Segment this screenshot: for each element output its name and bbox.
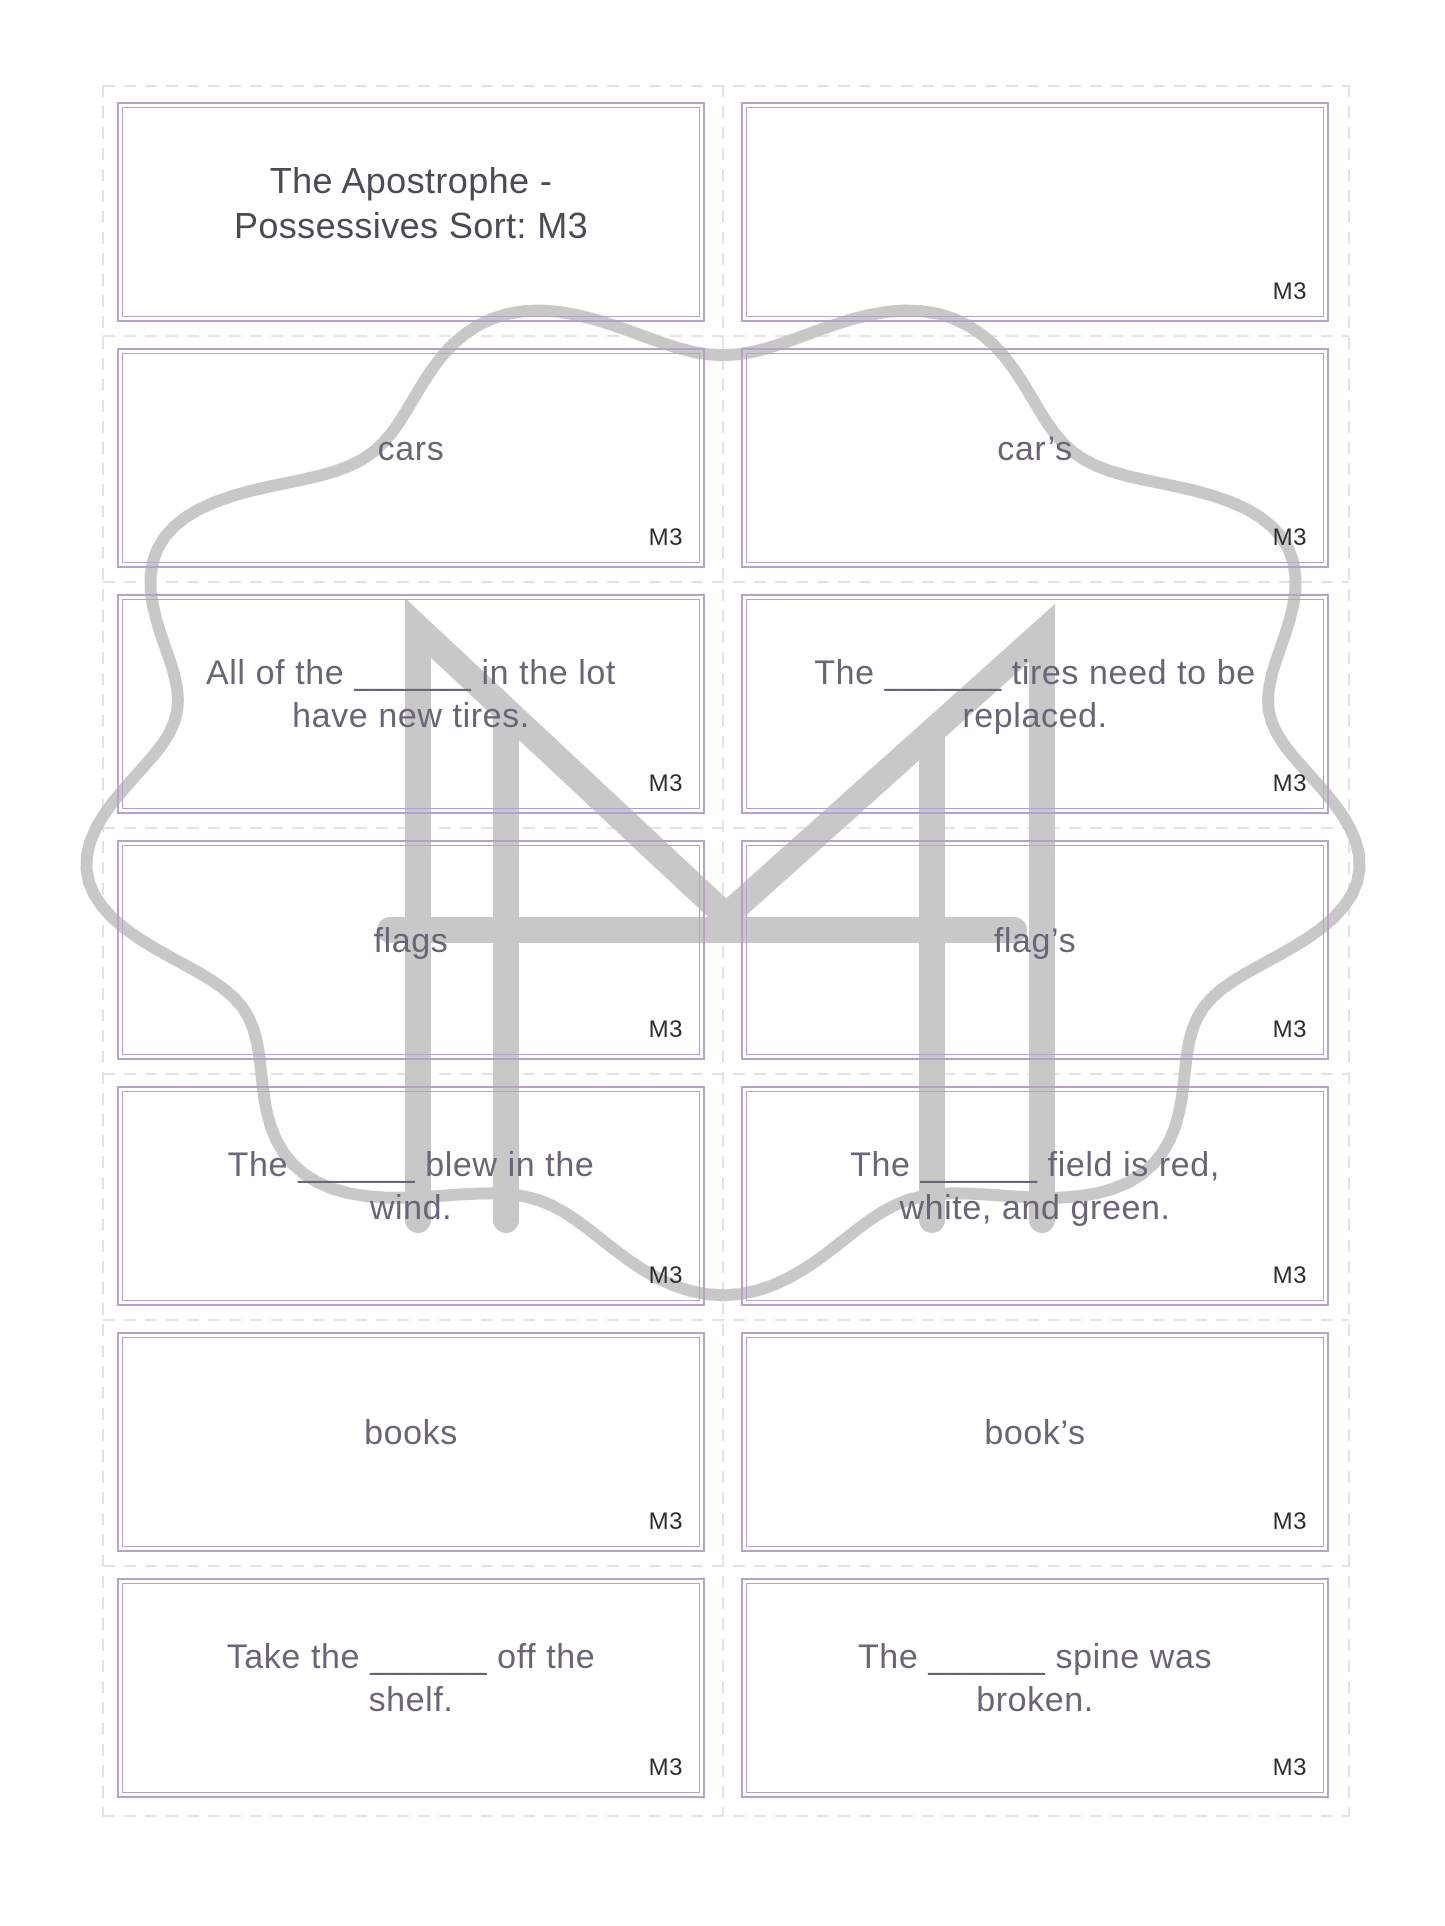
cut-line <box>103 335 1349 337</box>
level-badge: M3 <box>1272 770 1307 797</box>
card-text: car’s <box>997 429 1073 468</box>
cut-line <box>722 85 724 1817</box>
card-text: shelf. <box>368 1681 454 1719</box>
card-text: broken. <box>976 1681 1094 1719</box>
card-word-flags <box>117 840 705 1060</box>
level-badge: M3 <box>1272 278 1307 305</box>
card-word-flags-possessive <box>741 840 1329 1060</box>
level-badge: M3 <box>648 524 683 551</box>
cut-line <box>103 1815 1349 1817</box>
card-text: All of the ______ in the lot <box>206 654 616 693</box>
level-badge: M3 <box>648 770 683 797</box>
level-badge: M3 <box>1272 1016 1307 1043</box>
title-line-1: The Apostrophe - <box>269 159 553 201</box>
level-badge: M3 <box>648 1016 683 1043</box>
card-text: flags <box>373 921 449 960</box>
title-line-2: Possessives Sort: M3 <box>233 205 589 246</box>
card-text: The ______ tires need to be <box>814 654 1256 693</box>
cut-line <box>1348 85 1350 1817</box>
cut-line <box>103 827 1349 829</box>
card-text: white, and green. <box>899 1189 1171 1227</box>
card-word-cars-possessive <box>741 348 1329 568</box>
card-text: book’s <box>984 1413 1086 1452</box>
card-sentence-shelf <box>117 1578 705 1798</box>
level-badge: M3 <box>648 1508 683 1535</box>
card-word-books-possessive <box>741 1332 1329 1552</box>
card-text: The ______ spine was <box>857 1638 1213 1677</box>
card-word-books <box>117 1332 705 1552</box>
card-text: books <box>364 1413 458 1452</box>
card-text: replaced. <box>962 697 1108 735</box>
level-badge: M3 <box>1272 1754 1307 1781</box>
cut-line <box>102 85 104 1817</box>
level-badge: M3 <box>1272 1262 1307 1289</box>
card-text: The ______ blew in the <box>227 1146 595 1185</box>
card-text: The ______ field is red, <box>850 1146 1220 1185</box>
card-sentence-tires <box>741 594 1329 814</box>
card-text: wind. <box>369 1189 453 1227</box>
card-sentence-spine <box>741 1578 1329 1798</box>
cut-line <box>103 85 1349 87</box>
card-blank <box>741 102 1329 322</box>
level-badge: M3 <box>648 1754 683 1781</box>
card-sentence-lot <box>117 594 705 814</box>
cut-line <box>103 1565 1349 1567</box>
card-text: flag’s <box>993 921 1077 960</box>
cut-line <box>103 1319 1349 1321</box>
card-text: Take the ______ off the <box>226 1638 596 1677</box>
card-word-cars <box>117 348 705 568</box>
card-text: cars <box>377 429 445 468</box>
level-badge: M3 <box>1272 1508 1307 1535</box>
cut-line <box>103 1073 1349 1075</box>
card-text: have new tires. <box>292 697 530 735</box>
level-badge: M3 <box>648 1262 683 1289</box>
cut-line <box>103 581 1349 583</box>
card-title <box>117 102 705 322</box>
card-sentence-field <box>741 1086 1329 1306</box>
level-badge: M3 <box>1272 524 1307 551</box>
card-sentence-wind <box>117 1086 705 1306</box>
